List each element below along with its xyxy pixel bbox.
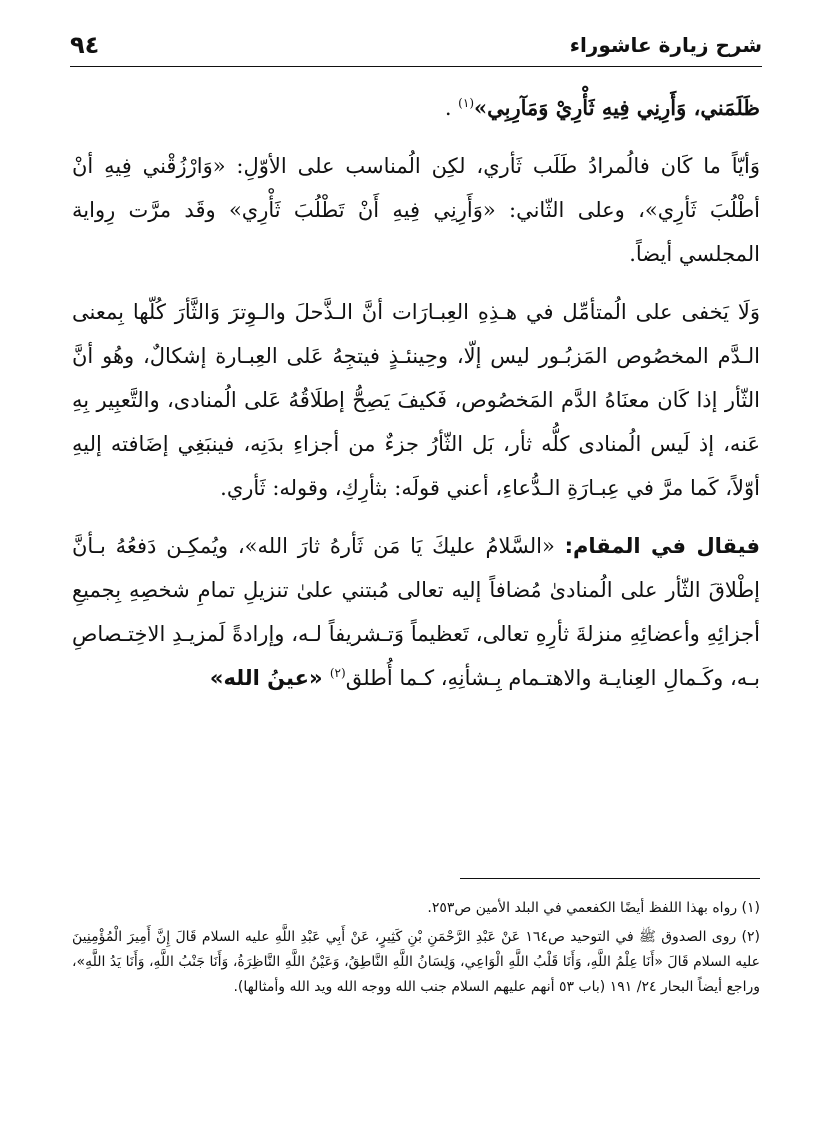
main-text [72,86,760,714]
footnote-ref-2: (٢) [329,666,346,680]
paragraph-2: وَأيّاً ما كَان فالُمرادُ طَلَب ثَأري، لكِن الُمناسب على الأوّلِ: «وَارْزُقْني فِيهِ أنْ أطْلُبَ ثَأرِي»، وعلى الثّاني: «وَأَرِنِي فِيهِ أَنْ تَطْلُبَ ثَأْرِي» وقَد مرَّت رِواية المجلسي أيضاً. [72,154,760,266]
paragraph-4-end: «عينُ الله» [209,666,330,690]
paragraph-4 [72,524,760,700]
header-divider [70,66,762,67]
paragraph-1 [72,86,760,130]
paragraph-1-end: . [444,96,459,120]
paragraph-lead: فيقال في المقام: [564,534,760,558]
footnote-divider [460,878,760,879]
running-title: شرح زيارة عاشوراء [569,33,762,57]
paragraph-4-text: «السَّلامُ عليكَ يَا مَن ثَأرهُ ثارَ الله»، ويُمكِـن دَفعُهُ بـأنَّ إطْلاقَ الثّأر على الُمنادىٰ مُضافاً إليه تعالى مُبتني علىٰ تنزيلِ تمامِ شخصِهِ بِجميعِ أجزائِهِ وأعضائِهِ منزلةَ ثأرِهِ تعالى، تَعظيماً وَتـشريفاً لـه، وإرادةً لَمزيـدِ الاخِتـصاصِ بـه، وكَـمالِ العِنايـة والاهتـمام بِـشأنِهِ، كـما أُطلق [72,534,760,690]
page-header [70,28,762,62]
paragraph-3: وَلَا يَخفى على الُمتأمِّل في هـذِهِ العِبـارَات أنَّ الـذَّحلَ والـوِترَ وَالثَّأرَ كُلّها بِمعنى الـدَّم المخصُوص المَزبُـور ليس إلّا، وحِينئـذٍ فيتجِهُ عَلى العِبـارة إشكالٌ، وهُو أنَّ الثّأر إذا كَان معنَاهُ الدَّم المَخصُوص، فَكيفَ يَصِحُّ إطلَاقُهُ عَلى الُمنادى، والتَّعبِير بِهِ عَنه، إذ لَيس الُمنادى كلُّه ثأر، بَل الثّأرُ جزءٌ من أجزاءِ بدَنِه، فينبَغِي إضَافته إليهِ أوّلاً، كَما مرَّ في عِبـارَةِ الـدُّعاءِ، أعني قولَه: بثأرِكِ، وقوله: ثَأري. [72,300,760,500]
quote-continuation: ظَلَمَني، وَأَرِنِي فِيهِ ثَأْرِيْ وَمَآرِبِي» [474,95,760,120]
footnote-2: (٢) روى الصدوق ﷺ في التوحيد ص١٦٤ عَنْ عَبْدِ الرَّحْمَنِ بْنِ كَثِيرٍ، عَنْ أَبِي عَبْدِ اللَّهِ عليه السلام قَالَ إِنَّ أَمِيرَ الْمُؤْمِنِينَ عليه السلام قَالَ «أَنَا عِلْمُ اللَّهِ، وَأَنَا قَلْبُ اللَّهِ الْوَاعِي، وَلِسَانُ اللَّهِ النَّاطِقُ، وَعَيْنُ اللَّهِ النَّاظِرَةُ، وَأَنَا جَنْبُ اللَّهِ، وَأَنَا يَدُ اللَّهِ»، وراجع أيضاً البحار ٢٤/ ١٩١ (باب ٥٣ أنهم عليهم السلام جنب الله ووجه الله ويد الله وأمثالها). [72,929,761,995]
footnote-1: (١) رواه بهذا اللفظ أيضًا الكفعمي في البلد الأمين ص٢٥٣. [427,900,760,916]
footnote-ref-1: (١) [458,96,474,110]
page-number: ٩٤ [70,31,100,59]
footnotes [72,896,760,1004]
